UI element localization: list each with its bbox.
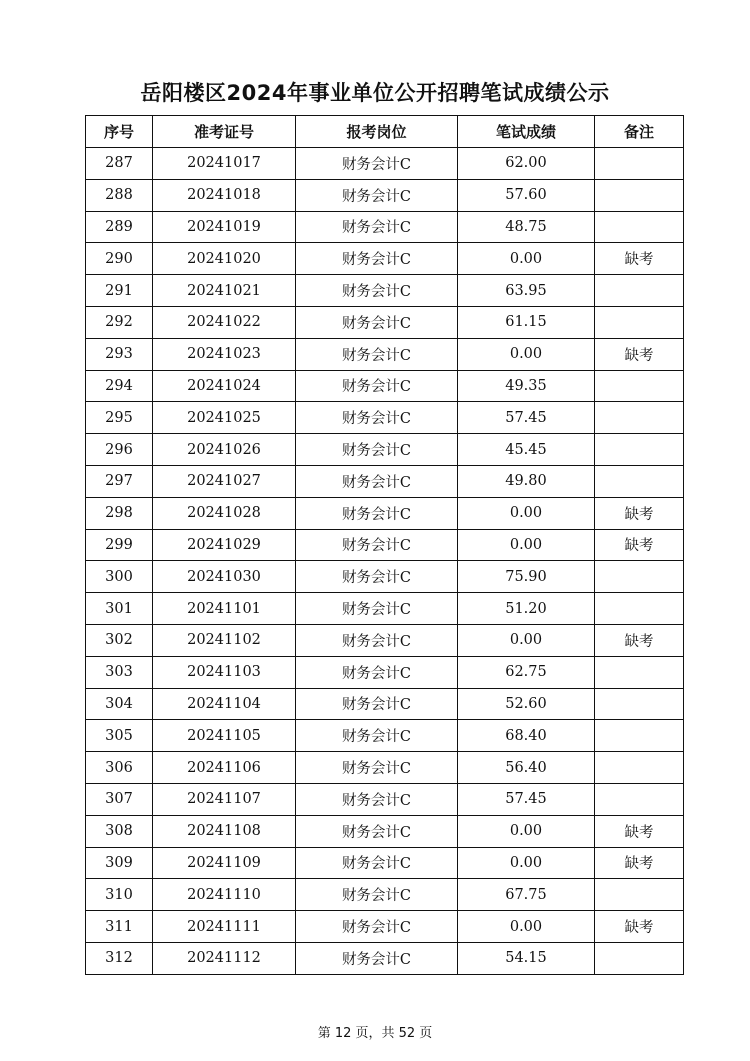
remark-cell: [595, 402, 684, 434]
score-cell: 49.35: [458, 370, 595, 402]
table-row: [86, 815, 684, 847]
score-cell: 0.00: [458, 243, 595, 275]
table-row: [86, 593, 684, 625]
remark-cell: [595, 148, 684, 180]
seq-cell: 294: [86, 370, 153, 402]
seq-cell: 306: [86, 752, 153, 784]
ticket-number-cell: 20241109: [153, 847, 296, 879]
remark-cell: [595, 465, 684, 497]
position-cell: 财务会计C: [296, 720, 458, 752]
score-cell: 61.15: [458, 306, 595, 338]
ticket-number-cell: 20241019: [153, 211, 296, 243]
seq-cell: 304: [86, 688, 153, 720]
remark-cell: [595, 720, 684, 752]
ticket-number-cell: 20241017: [153, 148, 296, 180]
ticket-number-cell: 20241106: [153, 752, 296, 784]
ticket-number-cell: 20241110: [153, 879, 296, 911]
score-cell: 0.00: [458, 847, 595, 879]
seq-cell: 293: [86, 338, 153, 370]
position-cell: 财务会计C: [296, 211, 458, 243]
score-cell: 48.75: [458, 211, 595, 243]
ticket-number-cell: 20241023: [153, 338, 296, 370]
seq-cell: 303: [86, 656, 153, 688]
score-cell: 51.20: [458, 593, 595, 625]
position-cell: 财务会计C: [296, 370, 458, 402]
table-row: [86, 465, 684, 497]
header-remark: 备注: [595, 116, 684, 148]
ticket-number-cell: 20241027: [153, 465, 296, 497]
table-row: [86, 497, 684, 529]
score-cell: 52.60: [458, 688, 595, 720]
score-cell: 0.00: [458, 624, 595, 656]
remark-cell: [595, 306, 684, 338]
ticket-number-cell: 20241028: [153, 497, 296, 529]
position-cell: 财务会计C: [296, 688, 458, 720]
table-row: [86, 306, 684, 338]
seq-cell: 305: [86, 720, 153, 752]
table-row: [86, 243, 684, 275]
ticket-number-cell: 20241112: [153, 942, 296, 974]
ticket-number-cell: 20241018: [153, 179, 296, 211]
position-cell: 财务会计C: [296, 815, 458, 847]
seq-cell: 291: [86, 275, 153, 307]
score-cell: 62.00: [458, 148, 595, 180]
table-row: [86, 402, 684, 434]
remark-cell: [595, 561, 684, 593]
position-cell: 财务会计C: [296, 179, 458, 211]
ticket-number-cell: 20241103: [153, 656, 296, 688]
table-row: [86, 624, 684, 656]
position-cell: 财务会计C: [296, 879, 458, 911]
position-cell: 财务会计C: [296, 752, 458, 784]
ticket-number-cell: 20241102: [153, 624, 296, 656]
header-seq: 序号: [86, 116, 153, 148]
seq-cell: 300: [86, 561, 153, 593]
ticket-number-cell: 20241105: [153, 720, 296, 752]
position-cell: 财务会计C: [296, 465, 458, 497]
score-cell: 0.00: [458, 497, 595, 529]
ticket-number-cell: 20241029: [153, 529, 296, 561]
position-cell: 财务会计C: [296, 529, 458, 561]
score-cell: 49.80: [458, 465, 595, 497]
score-cell: 45.45: [458, 434, 595, 466]
seq-cell: 308: [86, 815, 153, 847]
seq-cell: 289: [86, 211, 153, 243]
table-row: [86, 434, 684, 466]
remark-cell: [595, 752, 684, 784]
seq-cell: 310: [86, 879, 153, 911]
ticket-number-cell: 20241021: [153, 275, 296, 307]
table-row: [86, 942, 684, 974]
remark-cell: [595, 656, 684, 688]
position-cell: 财务会计C: [296, 402, 458, 434]
position-cell: 财务会计C: [296, 847, 458, 879]
header-position: 报考岗位: [296, 116, 458, 148]
score-table: [85, 115, 684, 975]
table-row: [86, 688, 684, 720]
position-cell: 财务会计C: [296, 243, 458, 275]
score-cell: 57.45: [458, 402, 595, 434]
remark-cell: [595, 688, 684, 720]
table-row: [86, 847, 684, 879]
seq-cell: 312: [86, 942, 153, 974]
table-row: [86, 211, 684, 243]
remark-cell: 缺考: [595, 624, 684, 656]
seq-cell: 309: [86, 847, 153, 879]
remark-cell: [595, 275, 684, 307]
table-row: [86, 148, 684, 180]
score-cell: 0.00: [458, 338, 595, 370]
position-cell: 财务会计C: [296, 497, 458, 529]
header-score: 笔试成绩: [458, 116, 595, 148]
score-cell: 0.00: [458, 911, 595, 943]
table-row: [86, 720, 684, 752]
seq-cell: 301: [86, 593, 153, 625]
seq-cell: 298: [86, 497, 153, 529]
table-row: [86, 338, 684, 370]
score-cell: 63.95: [458, 275, 595, 307]
table-row: [86, 275, 684, 307]
table-row: [86, 752, 684, 784]
position-cell: 财务会计C: [296, 148, 458, 180]
seq-cell: 311: [86, 911, 153, 943]
remark-cell: 缺考: [595, 243, 684, 275]
ticket-number-cell: 20241104: [153, 688, 296, 720]
score-cell: 54.15: [458, 942, 595, 974]
table-row: [86, 179, 684, 211]
position-cell: 财务会计C: [296, 275, 458, 307]
table-body: [86, 148, 684, 975]
seq-cell: 307: [86, 783, 153, 815]
remark-cell: [595, 593, 684, 625]
remark-cell: [595, 434, 684, 466]
page-title: 岳阳楼区2024年事业单位公开招聘笔试成绩公示: [140, 81, 610, 105]
table-row: [86, 561, 684, 593]
table-row: [86, 529, 684, 561]
position-cell: 财务会计C: [296, 911, 458, 943]
score-cell: 56.40: [458, 752, 595, 784]
ticket-number-cell: 20241025: [153, 402, 296, 434]
ticket-number-cell: 20241101: [153, 593, 296, 625]
position-cell: 财务会计C: [296, 624, 458, 656]
remark-cell: 缺考: [595, 911, 684, 943]
position-cell: 财务会计C: [296, 306, 458, 338]
remark-cell: 缺考: [595, 815, 684, 847]
ticket-number-cell: 20241107: [153, 783, 296, 815]
seq-cell: 288: [86, 179, 153, 211]
table-row: [86, 370, 684, 402]
score-cell: 67.75: [458, 879, 595, 911]
position-cell: 财务会计C: [296, 783, 458, 815]
remark-cell: [595, 179, 684, 211]
remark-cell: 缺考: [595, 847, 684, 879]
ticket-number-cell: 20241108: [153, 815, 296, 847]
table-row: [86, 783, 684, 815]
table-row: [86, 656, 684, 688]
seq-cell: 297: [86, 465, 153, 497]
header-ticket-number: 准考证号: [153, 116, 296, 148]
score-cell: 68.40: [458, 720, 595, 752]
seq-cell: 295: [86, 402, 153, 434]
page-footer: 第 12 页，共 52 页: [317, 1026, 433, 1041]
ticket-number-cell: 20241030: [153, 561, 296, 593]
remark-cell: [595, 211, 684, 243]
seq-cell: 302: [86, 624, 153, 656]
position-cell: 财务会计C: [296, 593, 458, 625]
ticket-number-cell: 20241022: [153, 306, 296, 338]
ticket-number-cell: 20241111: [153, 911, 296, 943]
remark-cell: [595, 370, 684, 402]
ticket-number-cell: 20241026: [153, 434, 296, 466]
score-cell: 57.60: [458, 179, 595, 211]
score-cell: 0.00: [458, 815, 595, 847]
position-cell: 财务会计C: [296, 656, 458, 688]
seq-cell: 290: [86, 243, 153, 275]
remark-cell: 缺考: [595, 497, 684, 529]
position-cell: 财务会计C: [296, 434, 458, 466]
seq-cell: 292: [86, 306, 153, 338]
table-row: [86, 911, 684, 943]
remark-cell: [595, 942, 684, 974]
position-cell: 财务会计C: [296, 561, 458, 593]
table-header-row: [86, 116, 684, 148]
table-row: [86, 879, 684, 911]
ticket-number-cell: 20241020: [153, 243, 296, 275]
score-cell: 62.75: [458, 656, 595, 688]
remark-cell: 缺考: [595, 338, 684, 370]
ticket-number-cell: 20241024: [153, 370, 296, 402]
seq-cell: 296: [86, 434, 153, 466]
remark-cell: [595, 783, 684, 815]
score-cell: 57.45: [458, 783, 595, 815]
remark-cell: [595, 879, 684, 911]
seq-cell: 299: [86, 529, 153, 561]
position-cell: 财务会计C: [296, 338, 458, 370]
position-cell: 财务会计C: [296, 942, 458, 974]
score-cell: 75.90: [458, 561, 595, 593]
seq-cell: 287: [86, 148, 153, 180]
score-cell: 0.00: [458, 529, 595, 561]
remark-cell: 缺考: [595, 529, 684, 561]
